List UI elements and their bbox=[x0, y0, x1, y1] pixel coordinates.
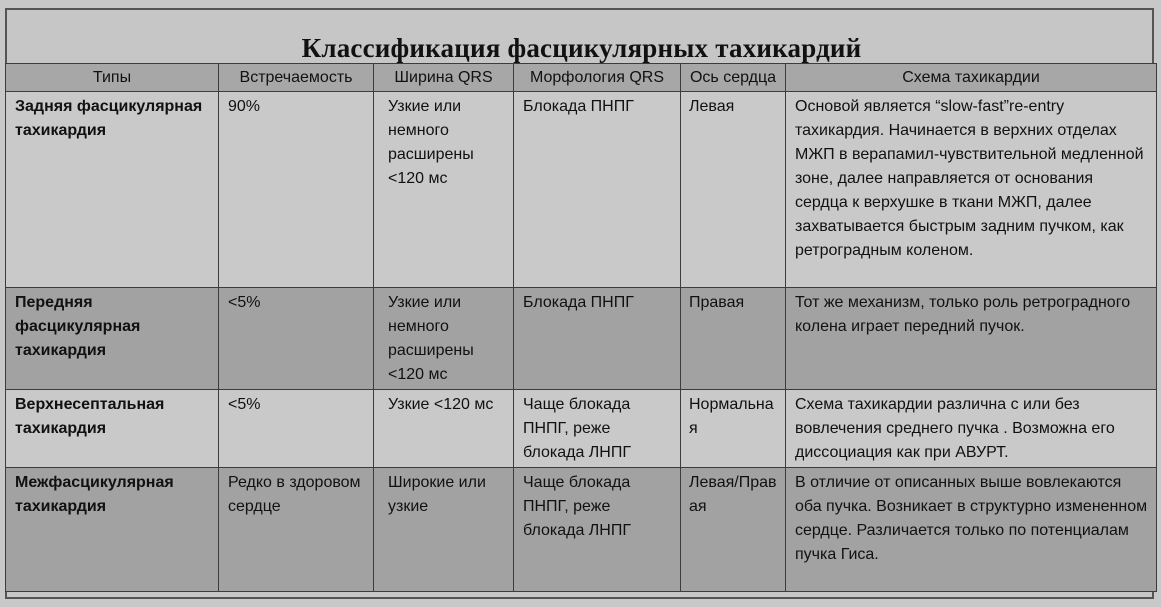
table-row bbox=[6, 390, 1157, 468]
header-scheme: Схема тахикардии bbox=[786, 64, 1157, 92]
cell-qrs-width: Узкие <120 мс bbox=[374, 390, 514, 468]
header-row bbox=[6, 64, 1157, 92]
cell-occurrence: Редко в здоровом сердце bbox=[219, 468, 374, 592]
header-axis: Ось сердца bbox=[681, 64, 786, 92]
table-row bbox=[6, 288, 1157, 390]
cell-type: Передняя фасцикулярная тахикардия bbox=[6, 288, 219, 390]
cell-axis: Левая/Правая bbox=[681, 468, 786, 592]
cell-axis: Левая bbox=[681, 92, 786, 288]
cell-qrs-morphology: Чаще блокада ПНПГ, реже блокада ЛНПГ bbox=[514, 468, 681, 592]
cell-occurrence: <5% bbox=[219, 288, 374, 390]
header-qrs-width: Ширина QRS bbox=[374, 64, 514, 92]
cell-type: Межфасцикулярная тахикардия bbox=[6, 468, 219, 592]
cell-scheme: В отличие от описанных выше вовлекаются оба пучка. Возникает в структурно измененном сердце. Различается только по потенциалам пучка Гиса. bbox=[786, 468, 1157, 592]
cell-axis: Нормальная bbox=[681, 390, 786, 468]
table-row bbox=[6, 92, 1157, 288]
page-title: Классификация фасцикулярных тахикардий bbox=[301, 33, 862, 63]
cell-qrs-width: Узкие или немного расширены <120 мс bbox=[374, 288, 514, 390]
cell-qrs-width: Широкие или узкие bbox=[374, 468, 514, 592]
cell-occurrence: <5% bbox=[219, 390, 374, 468]
classification-table bbox=[5, 63, 1157, 592]
header-occurrence: Встречаемость bbox=[219, 64, 374, 92]
cell-qrs-morphology: Блокада ПНПГ bbox=[514, 288, 681, 390]
header-qrs-morphology: Морфология QRS bbox=[514, 64, 681, 92]
cell-qrs-morphology: Чаще блокада ПНПГ, реже блокада ЛНПГ bbox=[514, 390, 681, 468]
cell-scheme: Основой является “slow-fast”re-entry тахикардия. Начинается в верхних отделах МЖП в верапамил-чувствительной медленной зоне, далее направляется от основания сердца к верхушке в ткани МЖП, далее захватывается быстрым задним пучком, как ретроградным коленом. bbox=[786, 92, 1157, 288]
cell-occurrence: 90% bbox=[219, 92, 374, 288]
cell-axis: Правая bbox=[681, 288, 786, 390]
cell-qrs-width: Узкие или немного расширены <120 мс bbox=[374, 92, 514, 288]
table-row bbox=[6, 468, 1157, 592]
cell-type: Задняя фасцикулярная тахикардия bbox=[6, 92, 219, 288]
cell-scheme: Тот же механизм, только роль ретроградного колена играет передний пучок. bbox=[786, 288, 1157, 390]
header-type: Типы bbox=[6, 64, 219, 92]
cell-qrs-morphology: Блокада ПНПГ bbox=[514, 92, 681, 288]
cell-scheme: Схема тахикардии различна с или без вовлечения среднего пучка . Возможна его диссоциация как при АВУРТ. bbox=[786, 390, 1157, 468]
cell-type: Верхнесептальная тахикардия bbox=[6, 390, 219, 468]
